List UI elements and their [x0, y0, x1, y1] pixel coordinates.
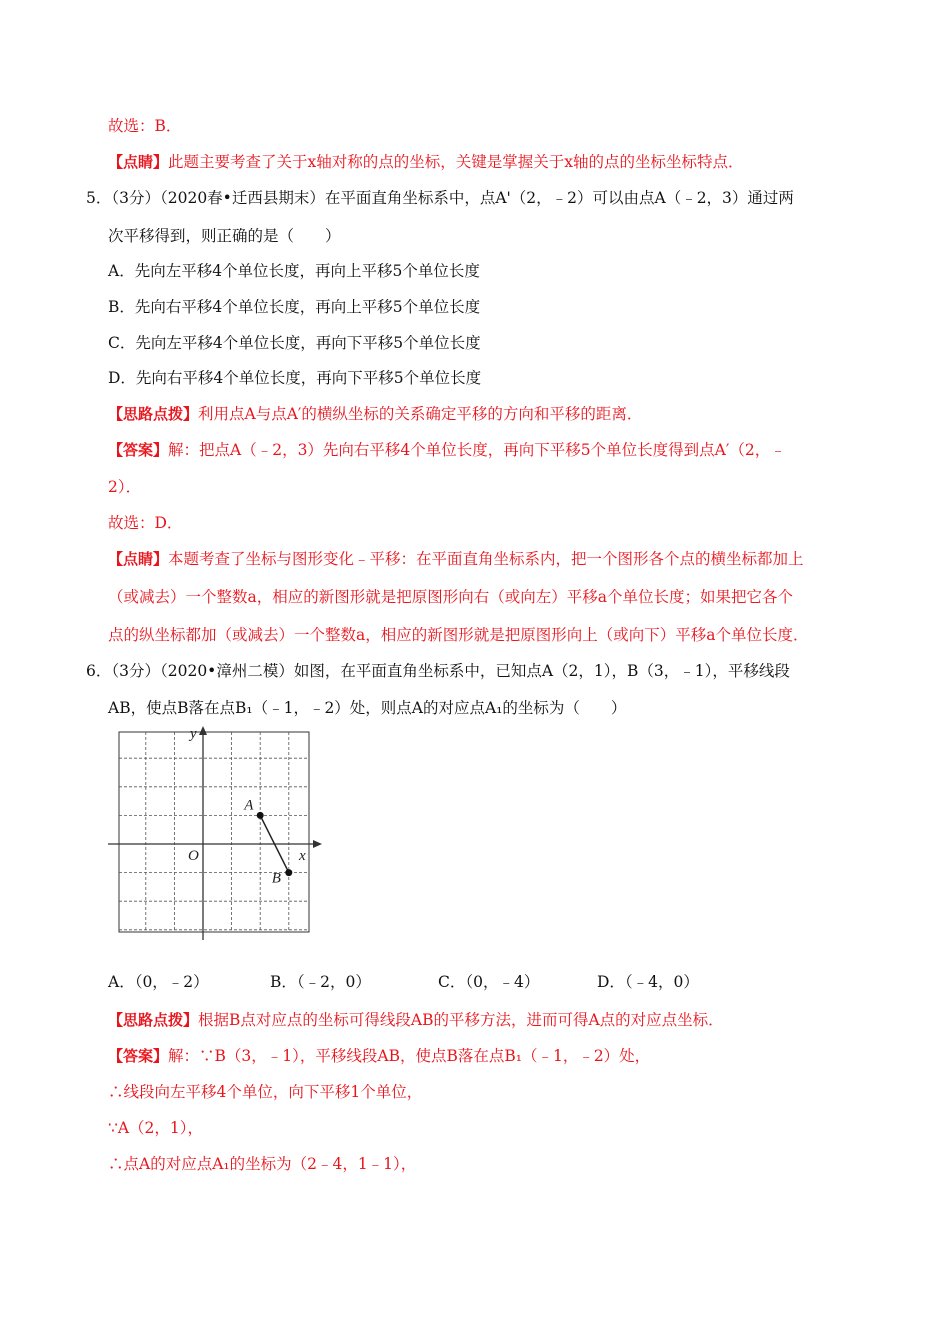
coordinate-graph: [100, 724, 325, 946]
q6-hint: 根据B点对应点的坐标可得线段AB的平移方法，进而可得A点的对应点坐标．: [198, 1011, 724, 1029]
q4-comment-line: [108, 152, 744, 172]
q6-hint-tag: 【思路点拨】: [108, 1011, 199, 1029]
q5-option-a: A．先向左平移4个单位长度，再向上平移5个单位长度: [108, 262, 480, 280]
q5-comment-tag: 【点睛】: [108, 550, 169, 568]
q5-option-d: D．先向右平移4个单位长度，再向下平移5个单位长度: [108, 369, 482, 387]
q5-hint-tag: 【思路点拨】: [108, 405, 199, 423]
x-axis-arrow: [313, 840, 322, 848]
y-axis-label: y: [190, 726, 197, 742]
q6-number: 6．: [86, 662, 112, 680]
q5-comment-line1: [108, 549, 804, 569]
q6-option-b: B．（﹣2，0）: [270, 973, 371, 991]
q6-option-d: D．（﹣4，0）: [597, 973, 699, 991]
q6-answer2: ∴线段向左平移4个单位，向下平移1个单位，: [108, 1083, 423, 1101]
q4-comment-tag: 【点睛】: [108, 153, 169, 171]
q6-answer3: ∵A（2，1），: [108, 1119, 204, 1137]
point-b: [285, 869, 292, 876]
q5-hint-line: [108, 404, 642, 424]
point-b-label: B: [271, 870, 281, 887]
q5-answer-tag: 【答案】: [108, 441, 169, 459]
q5-comment3: 点的纵坐标都加（或减去）一个整数a，相应的新图形就是把原图形向上（或向下）平移a个单位长度．: [108, 626, 809, 644]
q5-answer-line1: [108, 440, 786, 460]
q4-choose: 故选：B．: [108, 117, 182, 135]
q6-answer-line1: [108, 1046, 650, 1066]
origin-label: O: [188, 848, 199, 864]
q5-stem1: （3分）（2020春•迁西县期末）在平面直角坐标系中，点A'（2，﹣2）可以由点A（﹣2，3）通过两: [111, 189, 794, 207]
q5-choose: 故选：D．: [108, 514, 183, 532]
q5-answer2: 2）．: [108, 478, 142, 496]
q5-option-b: B．先向右平移4个单位长度，再向上平移5个单位长度: [108, 298, 481, 316]
q6-stem2: AB，使点B落在点B₁（﹣1，﹣2）处，则点A的对应点A₁的坐标为（ ）: [108, 699, 627, 717]
q6-stem-line1: [86, 661, 790, 681]
q6-stem1: （3分）（2020•漳州二模）如图，在平面直角坐标系中，已知点A（2，1），B（3，﹣1），平移线段: [111, 662, 790, 680]
q6-hint-line: [108, 1010, 724, 1030]
graph-frame: [119, 732, 309, 932]
q5-stem2: 次平移得到，则正确的是（ ）: [108, 227, 341, 245]
q5-comment1: 本题考查了坐标与图形变化﹣平移：在平面直角坐标系内，把一个图形各个点的横坐标都加上: [168, 550, 804, 568]
q5-number: 5．: [86, 189, 112, 207]
y-axis-arrow: [199, 726, 207, 735]
q4-comment: 此题主要考查了关于x轴对称的点的坐标，关键是掌握关于x轴的点的坐标坐标特点．: [168, 153, 744, 171]
q5-option-c: C．先向左平移4个单位长度，再向下平移5个单位长度: [108, 334, 481, 352]
q6-answer1: 解：∵B（3，﹣1），平移线段AB，使点B落在点B₁（﹣1，﹣2）处，: [168, 1047, 651, 1065]
point-a-label: A: [244, 797, 254, 814]
q6-option-a: A．（0，﹣2）: [108, 973, 209, 991]
q5-comment2: （或减去）一个整数a，相应的新图形就是把原图形向右（或向左）平移a个单位长度；如果把它各个: [108, 588, 793, 606]
point-a: [257, 812, 264, 819]
q6-answer4: ∴点A的对应点A₁的坐标为（2﹣4，1﹣1），: [108, 1155, 417, 1173]
x-axis-label: x: [299, 848, 306, 864]
graph-grid: [119, 732, 309, 932]
q6-option-c: C．（0，﹣4）: [438, 973, 540, 991]
q5-answer1: 解：把点A（﹣2，3）先向右平移4个单位长度，再向下平移5个单位长度得到点A′（2，﹣: [168, 441, 786, 459]
q5-hint: 利用点A与点A′的横纵坐标的关系确定平移的方向和平移的距离．: [198, 405, 643, 423]
q5-stem-line1: [86, 188, 794, 208]
q6-answer-tag: 【答案】: [108, 1047, 169, 1065]
